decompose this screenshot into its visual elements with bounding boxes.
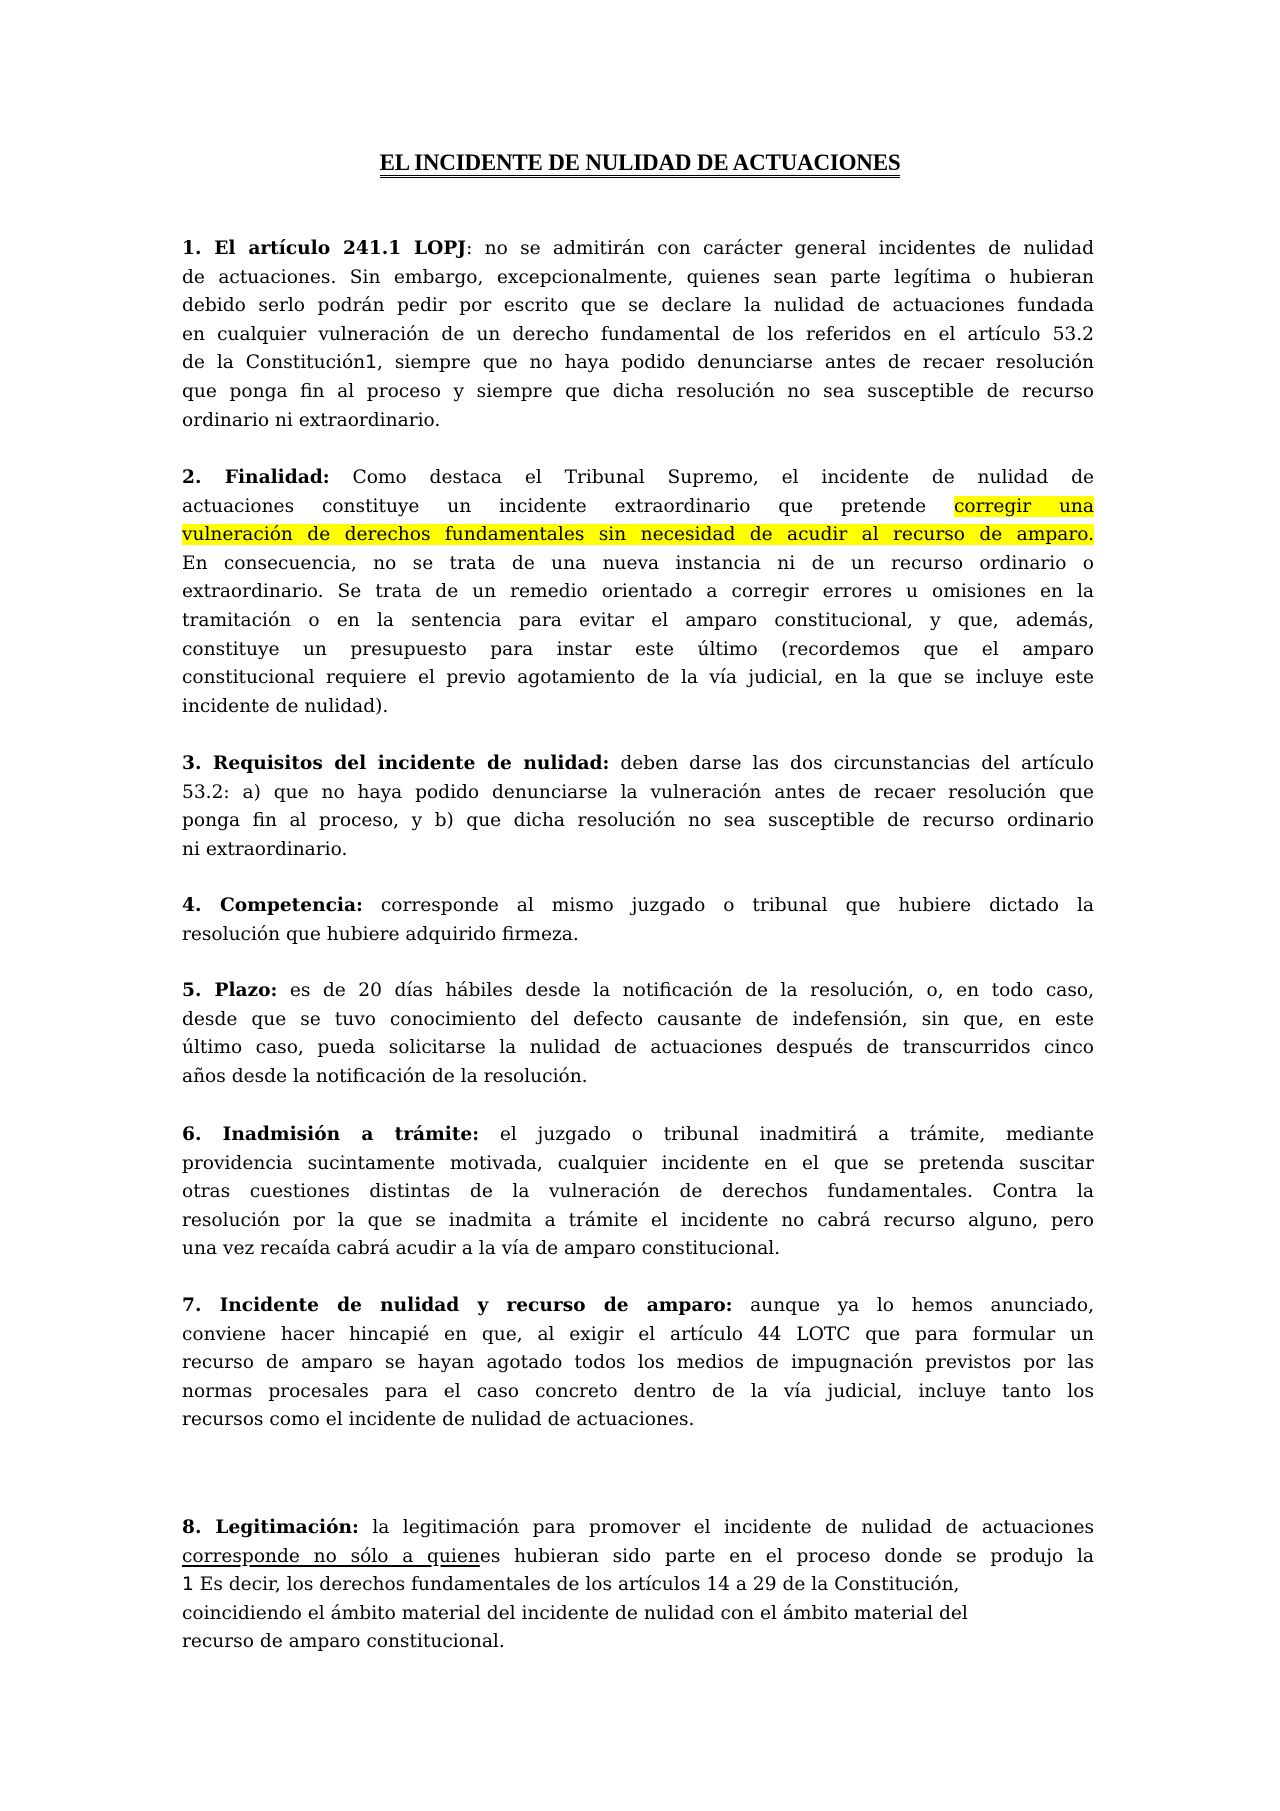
section-8 bbox=[182, 1514, 1094, 1571]
section-line: ni extraordinario. bbox=[182, 838, 348, 860]
section-line: otras cuestiones distintas de la vulneración de derechos fundamentales. Contra la bbox=[182, 1181, 1094, 1203]
section-line: En consecuencia, no se trata de una nueva instancia ni de un recurso ordinario o bbox=[182, 552, 1094, 574]
section-2 bbox=[182, 464, 1094, 721]
section-line: constituye un presupuesto para instar este último (recordemos que el amparo bbox=[182, 638, 1094, 660]
section-line: debido serlo podrán pedir por escrito que se declare la nulidad de actuaciones fundada bbox=[182, 295, 1094, 317]
section-line: 6. Inadmisión a trámite: el juzgado o tribunal inadmitirá a trámite, mediante bbox=[182, 1124, 1094, 1145]
section-line: extraordinario. Se trata de un remedio orientado a corregir errores u omisiones en la bbox=[182, 581, 1094, 603]
section-heading: 5. Plazo: bbox=[182, 980, 278, 1001]
underlined-text: corresponde no sólo a quien bbox=[182, 1545, 480, 1567]
section-3 bbox=[182, 750, 1094, 864]
section-line: una vez recaída cabrá acudir a la vía de amparo constitucional. bbox=[182, 1238, 781, 1260]
section-heading: 3. Requisitos del incidente de nulidad: bbox=[182, 753, 610, 774]
footnote-line: recurso de amparo constitucional. bbox=[182, 1631, 505, 1653]
footnote bbox=[182, 1571, 1094, 1657]
section-line: años desde la notificación de la resolución. bbox=[182, 1065, 588, 1087]
section-heading: 8. Legitimación: bbox=[182, 1517, 359, 1538]
section-line: corresponde no sólo a quienes hubieran sido parte en el proceso donde se produjo la bbox=[182, 1545, 1094, 1567]
section-1 bbox=[182, 235, 1094, 435]
section-line: en cualquier vulneración de un derecho fundamental de los referidos en el artículo 53.2 bbox=[182, 323, 1094, 345]
section-line: resolución por la que se inadmita a trámite el incidente no cabrá recurso alguno, pero bbox=[182, 1209, 1094, 1231]
section-4 bbox=[182, 892, 1094, 949]
footnote-number: 1 bbox=[182, 1574, 194, 1595]
section-line: 7. Incidente de nulidad y recurso de amparo: aunque ya lo hemos anunciado, bbox=[182, 1295, 1094, 1316]
section-line: ponga fin al proceso, y b) que dicha resolución no sea susceptible de recurso ordinario bbox=[182, 810, 1094, 832]
section-line: 3. Requisitos del incidente de nulidad: deben darse las dos circunstancias del artículo bbox=[182, 753, 1095, 774]
section-line: providencia sucintamente motivada, cualquier incidente en el que se pretenda suscitar bbox=[182, 1152, 1094, 1174]
highlighted-text: corregir una bbox=[954, 495, 1094, 517]
section-heading: 7. Incidente de nulidad y recurso de amparo: bbox=[182, 1295, 733, 1316]
section-5 bbox=[182, 977, 1094, 1091]
section-line: 8. Legitimación: la legitimación para promover el incidente de nulidad de actuaciones bbox=[182, 1517, 1094, 1538]
section-line: 5. Plazo: es de 20 días hábiles desde la notificación de la resolución, o, en todo caso, bbox=[182, 980, 1094, 1001]
section-line: de la Constitución1, siempre que no haya podido denunciarse antes de recaer resolución bbox=[182, 352, 1094, 374]
section-line: constitucional requiere el previo agotamiento de la vía judicial, en la que se incluye este bbox=[182, 667, 1094, 689]
document-title bbox=[0, 148, 1280, 178]
footnote-line: 1 Es decir, los derechos fundamentales de los artículos 14 a 29 de la Constitución, bbox=[182, 1574, 960, 1595]
section-line: conviene hacer hincapié en que, al exigir el artículo 44 LOTC que para formular un bbox=[182, 1323, 1094, 1345]
section-7 bbox=[182, 1292, 1094, 1435]
section-line bbox=[182, 521, 1094, 550]
section-line: de actuaciones. Sin embargo, excepcionalmente, quienes sean parte legítima o hubieran bbox=[182, 266, 1094, 288]
section-line: incidente de nulidad). bbox=[182, 695, 389, 717]
highlighted-text: vulneración de derechos fundamentales sin necesidad de acudir al recurso de amparo. bbox=[182, 524, 1094, 546]
section-heading: 6. Inadmisión a trámite: bbox=[182, 1124, 480, 1145]
footnote-reference[interactable]: 1 bbox=[365, 352, 377, 374]
section-line: resolución que hubiere adquirido firmeza. bbox=[182, 923, 579, 945]
section-heading: 2. Finalidad: bbox=[182, 467, 330, 488]
footnote-line: coincidiendo el ámbito material del incidente de nulidad con el ámbito material del bbox=[182, 1602, 968, 1624]
section-line: último caso, pueda solicitarse la nulidad de actuaciones después de transcurridos cinco bbox=[182, 1037, 1094, 1059]
section-line: recursos como el incidente de nulidad de actuaciones. bbox=[182, 1409, 695, 1431]
section-line: desde que se tuvo conocimiento del defecto causante de indefensión, sin que, en este bbox=[182, 1008, 1094, 1030]
section-heading: 4. Competencia: bbox=[182, 895, 363, 916]
section-heading: 1. El artículo 241.1 LOPJ bbox=[182, 238, 467, 259]
section-line: 1. El artículo 241.1 LOPJ: no se admitirán con carácter general incidentes de nulidad bbox=[182, 238, 1094, 259]
section-line: 2. Finalidad: Como destaca el Tribunal Supremo, el incidente de nulidad de bbox=[182, 467, 1095, 488]
section-line: ordinario ni extraordinario. bbox=[182, 409, 441, 431]
section-line: tramitación o en la sentencia para evitar el amparo constitucional, y que, además, bbox=[182, 609, 1094, 631]
section-line: 53.2: a) que no haya podido denunciarse la vulneración antes de recaer resolución que bbox=[182, 781, 1094, 803]
section-line: 4. Competencia: corresponde al mismo juzgado o tribunal que hubiere dictado la bbox=[182, 895, 1094, 916]
document-title-text: EL INCIDENTE DE NULIDAD DE ACTUACIONES bbox=[380, 150, 901, 178]
section-line: que ponga fin al proceso y siempre que dicha resolución no sea susceptible de recurso bbox=[182, 380, 1094, 402]
section-line: recurso de amparo se hayan agotado todos los medios de impugnación previstos por las bbox=[182, 1352, 1094, 1374]
section-line: actuaciones constituye un incidente extraordinario que pretende corregir una bbox=[182, 495, 1094, 517]
section-line: normas procesales para el caso concreto dentro de la vía judicial, incluye tanto los bbox=[182, 1380, 1094, 1402]
section-6 bbox=[182, 1121, 1094, 1264]
